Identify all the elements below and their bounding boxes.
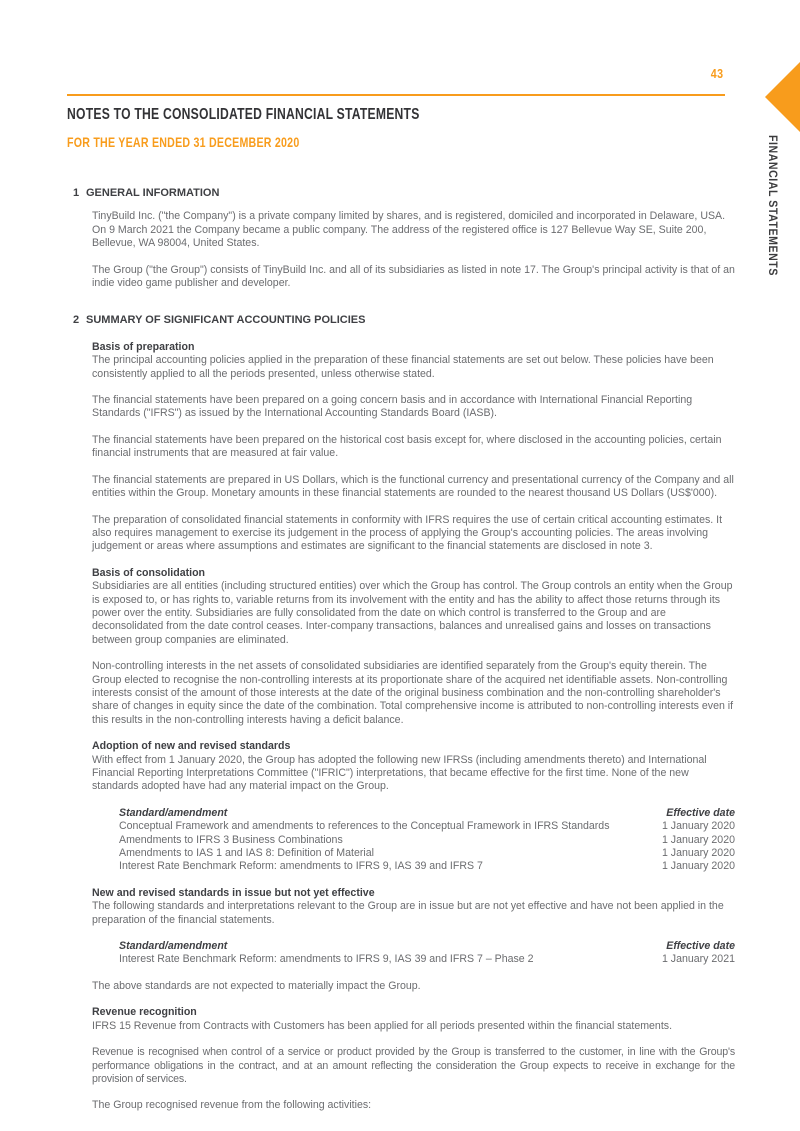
table-row <box>119 860 735 873</box>
adopted-standards-table <box>119 807 735 874</box>
corner-triangle-decoration <box>765 62 800 132</box>
column-header-standard: Standard/amendment <box>119 806 228 819</box>
section-2-body-end <box>67 980 735 1113</box>
date-cell: 1 January 2020 <box>661 833 735 846</box>
paragraph: The Group recognised revenue from the following activities: <box>92 1099 372 1112</box>
paragraph: The financial statements are prepared in US Dollars, which is the functional currency and presentational currency of the Company and all entities within the Group. Monetary amounts in these financial statements are rounded to the nearest thousand US Dollars (US$'000). <box>92 473 734 500</box>
table-row <box>119 834 735 847</box>
section-2-body-continued <box>67 887 735 927</box>
table-header-row <box>119 940 735 953</box>
paragraph: With effect from 1 January 2020, the Group has adopted the following new IFRSs (including amendments thereto) and International Financial Reporting Interpretations Committee ("IFRIC") interpretations, that became effective for the first time. None of the new standards adopted have had any material impact on the Group. <box>92 753 707 793</box>
paragraph: Non-controlling interests in the net assets of consolidated subsidiaries are identified separately from the Group's equity therein. The Group elected to recognise the non-controlling interests at its proportionate share of the acquired net identifiable assets. Non-controlling interests consist of the amount of those interests at the date of the original business combination and the non-controlling shareholder's share of changes in equity since the date of the combination. Total comprehensive income is attributed to non-controlling interests even if this results in the non-controlling interests having a deficit balance. <box>92 660 734 726</box>
section-2-body <box>67 341 735 794</box>
paragraph: The following standards and interpretations relevant to the Group are in issue but are not yet effective and have not been applied in the preparation of the financial statements. <box>92 900 724 926</box>
column-header-standard: Standard/amendment <box>119 940 228 953</box>
table-row <box>119 953 735 966</box>
standard-cell: Interest Rate Benchmark Reform: amendments to IFRS 9, IAS 39 and IFRS 7 <box>119 860 483 873</box>
subheading-basis-of-preparation: Basis of preparation <box>92 340 195 353</box>
header-rule <box>67 94 725 96</box>
page-subtitle: FOR THE YEAR ENDED 31 DECEMBER 2020 <box>67 134 300 150</box>
paragraph: TinyBuild Inc. ("the Company") is a private company limited by shares, and is registered, domiciled and incorporated in Delaware, USA. On 9 March 2021 the Company became a public company. The address of the registered office is 127 Bellevue Way SE, Suite 200, Bellevue, WA 98004, United States. <box>92 210 726 250</box>
page-title: NOTES TO THE CONSOLIDATED FINANCIAL STATEMENTS <box>67 106 420 123</box>
paragraph: Subsidiaries are all entities (including structured entities) over which the Group has control. The Group controls an entity when the Group is exposed to, or has rights to, variable returns from its involvement with the entity and has the ability to affect those returns through its power over the entity. Subsidiaries are fully consolidated from the date on which control is transferred to the Group and are deconsolidated from the date control ceases. Inter-company transactions, balances and unrealised gains and losses on transactions between group companies are eliminated. <box>92 580 733 646</box>
section-title: GENERAL INFORMATION <box>86 187 220 199</box>
subheading-basis-of-consolidation: Basis of consolidation <box>92 566 206 579</box>
standard-cell: Conceptual Framework and amendments to references to the Conceptual Framework in IFRS Standards <box>119 820 610 833</box>
table-header-row <box>119 807 735 820</box>
page-number: 43 <box>710 66 723 81</box>
paragraph: The preparation of consolidated financial statements in conformity with IFRS requires the use of certain critical accounting estimates. It also requires management to exercise its judgement in the process of applying the Group's accounting policies. The areas involving judgement or areas where assumptions and estimates are significant to the financial statements are disclosed in note 3. <box>92 513 723 553</box>
section-1-heading <box>67 187 735 200</box>
date-cell: 1 January 2020 <box>661 847 735 860</box>
standard-cell: Amendments to IFRS 3 Business Combinations <box>119 833 343 846</box>
column-header-effective-date: Effective date <box>666 806 735 819</box>
paragraph: The principal accounting policies applied in the preparation of these financial statements are set out below. These policies have been consistently applied to all the periods presented, unless otherwise stated. <box>92 354 714 380</box>
table-row <box>119 820 735 833</box>
standard-cell: Interest Rate Benchmark Reform: amendments to IFRS 9, IAS 39 and IFRS 7 – Phase 2 <box>119 953 534 966</box>
paragraph: The above standards are not expected to materially impact the Group. <box>92 979 421 992</box>
date-cell: 1 January 2020 <box>661 860 735 873</box>
not-yet-effective-standards-table <box>119 940 735 967</box>
section-number: 1 <box>73 187 80 199</box>
section-title: SUMMARY OF SIGNIFICANT ACCOUNTING POLICIES <box>86 314 366 327</box>
paragraph: IFRS 15 Revenue from Contracts with Customers has been applied for all periods presented within the financial statements. <box>92 1019 673 1032</box>
content-column <box>67 106 735 1113</box>
subheading-adoption-of-standards: Adoption of new and revised standards <box>92 740 291 753</box>
paragraph: The financial statements have been prepared on the historical cost basis except for, where disclosed in the accounting policies, certain financial instruments that are measured at fair value. <box>92 433 722 460</box>
side-tab-label: FINANCIAL STATEMENTS <box>766 135 778 276</box>
date-cell: 1 January 2020 <box>661 820 735 833</box>
column-header-effective-date: Effective date <box>666 940 735 953</box>
subheading-new-standards: New and revised standards in issue but not yet effective <box>92 886 375 899</box>
section-number: 2 <box>73 314 80 327</box>
subheading-revenue-recognition: Revenue recognition <box>92 1006 197 1019</box>
standard-cell: Amendments to IAS 1 and IAS 8: Definition of Material <box>119 847 374 860</box>
section-1-body <box>67 210 735 290</box>
table-row <box>119 847 735 860</box>
paragraph: The financial statements have been prepared on a going concern basis and in accordance with International Financial Reporting Standards ("IFRS") as issued by the International Accounting Standards Board (IASB). <box>92 394 693 420</box>
date-cell: 1 January 2021 <box>661 953 735 966</box>
paragraph: The Group ("the Group") consists of TinyBuild Inc. and all of its subsidiaries as listed in note 17. The Group's principal activity is that of an indie video game publisher and developer. <box>92 263 735 290</box>
paragraph: Revenue is recognised when control of a service or product provided by the Group is transferred to the customer, in line with the Group's performance obligations in the contract, and at an amount reflecting the consideration the Group expects to receive in exchange for the provision of services. <box>92 1046 735 1085</box>
section-2-heading <box>67 314 735 327</box>
